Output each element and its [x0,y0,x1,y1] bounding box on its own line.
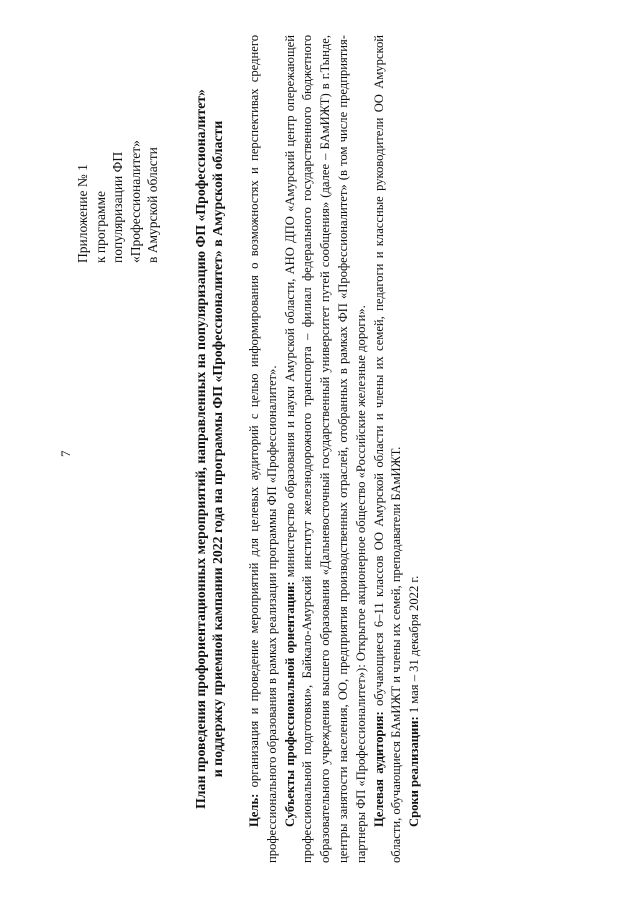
appendix-line: Приложение № 1 [75,164,90,263]
subjects-paragraph [282,35,371,863]
document-body [246,35,424,863]
subjects-text: министерство образования и науки Амурской области, АНО ДПО «Амурский центр опережающей профессиональной подготовки», Байкало-Амурский институт железнодорожного транспорта – филиал федерального государственного бюджетного образовательного учреждения высшего образования «Дальневосточный государственный университет путей сообщения» (далее – БАмИЖТ) в г.Тынде, центры занятости населения, ОО, предприятия производственных отраслей, отобранных в рамках ФП «Профессионалитет» (в том числе предприятия-партнеры ФП «Профессионалитет»): Открытое акционерное общество «Российские железные дороги». [282,35,368,863]
timeline-paragraph [406,35,424,863]
subjects-label: Субъекты профессиональной ориентации: [282,581,297,827]
document-title [192,35,226,863]
title-line: и поддержку приемной кампании 2022 года на программы ФП «Профессионалитет» в Амурской области [210,120,225,778]
page-number: 7 [58,450,73,457]
appendix-line: популяризации ФП [110,151,125,263]
audience-paragraph [371,35,407,863]
audience-label: Целевая аудитория: [371,711,386,827]
goal-text: организация и проведение мероприятий для целевых аудиторий с целью информирования о возможностях и перспективах среднего профессионального образования в рамках реализации программы ФП «Профессионалитет». [247,35,279,863]
appendix-line: к программе [92,190,108,263]
timeline-text: 1 мая – 31 декабря 2022 г. [407,575,422,717]
audience-text: обучающиеся 6–11 классов ОО Амурской области и члены их семей, педагоги и классные руководители ОО Амурской области, обучающиеся БАмИЖТ и члены их семей, преподаватели БАмИЖТ. [371,35,404,863]
goal-paragraph [246,35,282,863]
timeline-label: Сроки реализации: [407,716,422,827]
appendix-note [74,73,162,263]
appendix-line: «Профессионалитет» [127,140,143,263]
goal-label: Цель: [247,793,261,827]
appendix-line: в Амурской области [145,147,160,263]
title-line: План проведения профориентационных мероприятий, направленных на популяризацию ФП «Профессионалитет» [193,89,208,809]
